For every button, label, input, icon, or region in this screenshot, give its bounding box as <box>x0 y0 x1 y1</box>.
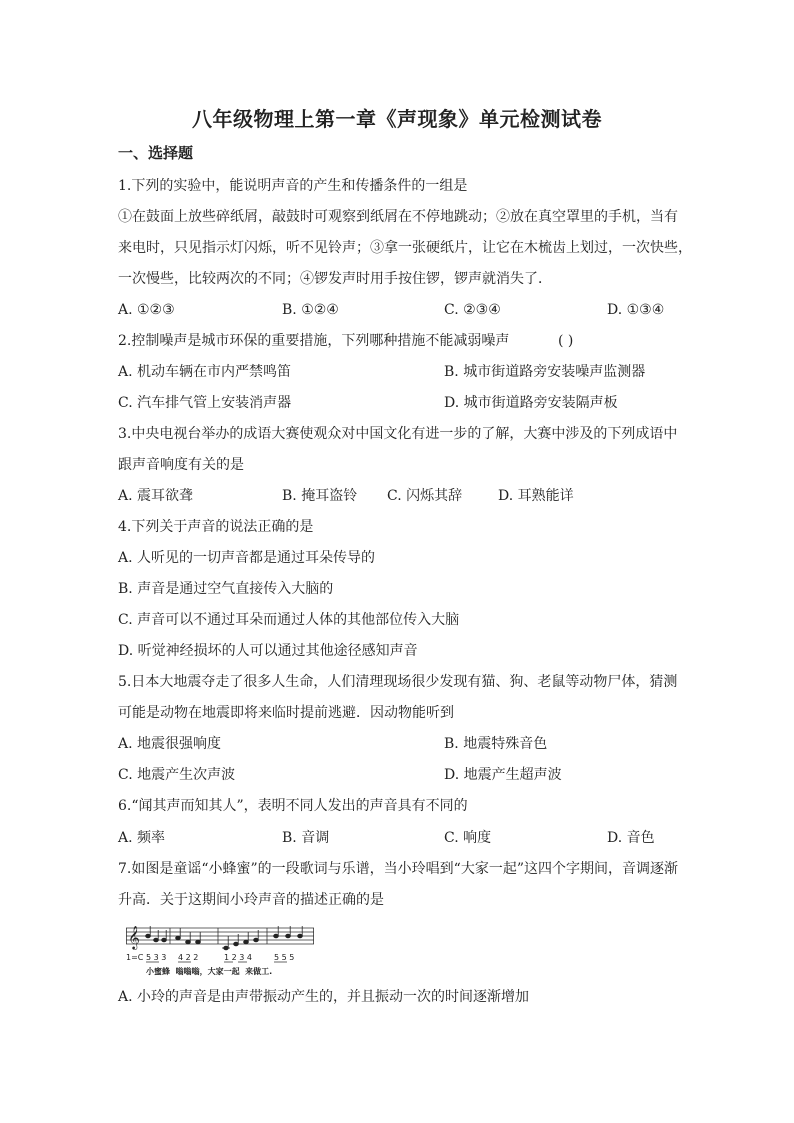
lyrics: 小蜜蜂 嗡嗡嗡，大家一起 来做工. <box>146 967 273 976</box>
option[interactable]: B. 掩耳盗铃 <box>282 488 358 504</box>
option[interactable]: C. 汽车排气管上安装消声器 <box>118 395 292 411</box>
question-1-text: 一次慢些，比较两次的不同；④锣发声时用手按住锣，锣声就消失了． <box>118 271 552 287</box>
option[interactable]: D. 地震产生超声波 <box>444 767 562 783</box>
question-2-stem: 2.控制噪声是城市环保的重要措施，下列哪种措施不能减弱噪声 <box>118 333 510 349</box>
question-5-stem: 5.日本大地震夺走了很多人生命，人们清理现场很少发现有猫、狗、老鼠等动物尸体，猜测 <box>118 674 678 690</box>
option[interactable]: B. ①②④ <box>282 302 339 318</box>
option[interactable]: A. 机动车辆在市内严禁鸣笛 <box>118 364 292 380</box>
question-3-stem: 跟声音响度有关的是 <box>118 457 244 473</box>
section-heading: 一、选择题 <box>118 144 194 162</box>
music-score-figure <box>126 922 316 980</box>
option[interactable]: D. 城市街道路旁安装隔声板 <box>444 395 618 411</box>
option[interactable]: D. 听觉神经损坏的人可以通过其他途径感知声音 <box>118 643 418 659</box>
option[interactable]: A. ①②③ <box>118 302 175 318</box>
notation-group: 5 3 3 <box>146 953 167 962</box>
question-5-stem: 可能是动物在地震即将来临时提前逃避．因动物能听到 <box>118 705 454 721</box>
question-7-stem: 升高．关于这期间小玲声音的描述正确的是 <box>118 892 384 908</box>
option[interactable]: A. 地震很强响度 <box>118 736 222 752</box>
question-1-text: 来电时，只见指示灯闪烁，听不见铃声；③拿一张硬纸片，让它在木梳齿上划过，一次快些， <box>118 240 692 256</box>
notation-group: 1 2 3 4 <box>224 953 252 962</box>
answer-blank: ( ) <box>558 333 574 349</box>
option[interactable]: C. 声音可以不通过耳朵而通过人体的其他部位传入大脑 <box>118 612 460 628</box>
notes <box>146 926 303 950</box>
question-1-text: ①在鼓面上放些碎纸屑，敲鼓时可观察到纸屑在不停地跳动；②放在真空罩里的手机，当有 <box>118 209 678 225</box>
notation-group: 5 5 5 <box>274 953 295 962</box>
option[interactable]: A. 人听见的一切声音都是通过耳朵传导的 <box>118 550 376 566</box>
question-3-stem: 3.中央电视台举办的成语大赛使观众对中国文化有进一步的了解，大赛中涉及的下列成语中 <box>118 426 678 442</box>
key-signature: 1=C <box>126 953 144 962</box>
option[interactable]: A. 频率 <box>118 830 166 846</box>
option[interactable]: D. ①③④ <box>607 302 665 318</box>
question-7-option-a[interactable]: A. 小玲的声音是由声带振动产生的，并且振动一次的时间逐渐增加 <box>118 989 530 1005</box>
page-title: 八年级物理上第一章《声现象》单元检测试卷 <box>192 107 602 131</box>
notation-group: 4 2 2 <box>178 953 199 962</box>
option[interactable]: D. 耳熟能详 <box>498 488 574 504</box>
option[interactable]: B. 声音是通过空气直接传入大脑的 <box>118 581 334 597</box>
treble-clef-icon: 𝄞 <box>128 925 140 949</box>
option[interactable]: A. 震耳欲聋 <box>118 488 194 504</box>
option[interactable]: B. 地震特殊音色 <box>444 736 548 752</box>
question-4-stem: 4.下列关于声音的说法正确的是 <box>118 519 314 535</box>
question-6-stem: 6.“闻其声而知其人”，表明不同人发出的声音具有不同的 <box>118 798 468 814</box>
option[interactable]: C. 响度 <box>444 830 492 846</box>
option[interactable]: C. 闪烁其辞 <box>387 488 463 504</box>
question-7-stem: 7.如图是童谣“小蜂蜜”的一段歌词与乐谱，当小玲唱到“大家一起”这四个字期间，音调逐渐 <box>118 861 678 877</box>
option[interactable]: D. 音色 <box>607 830 655 846</box>
option[interactable]: B. 音调 <box>282 830 330 846</box>
question-1-stem: 1.下列的实验中，能说明声音的产生和传播条件的一组是 <box>118 178 468 194</box>
option[interactable]: C. 地震产生次声波 <box>118 767 236 783</box>
option[interactable]: B. 城市街道路旁安装噪声监测器 <box>444 364 646 380</box>
option[interactable]: C. ②③④ <box>444 302 501 318</box>
